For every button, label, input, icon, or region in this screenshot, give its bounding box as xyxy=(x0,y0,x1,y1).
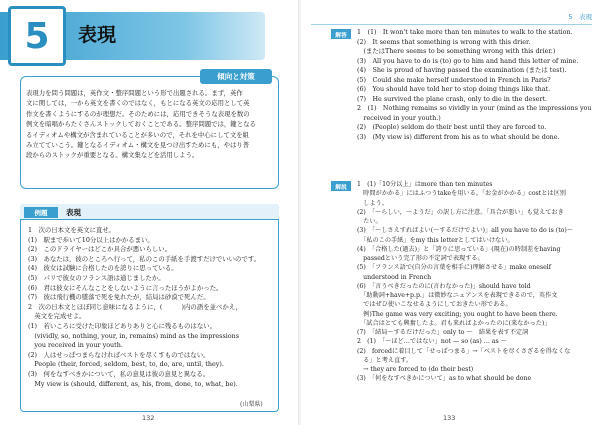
page-number-left: 132 xyxy=(142,414,155,422)
example-line: (2) 人はせっぱつまらなければベストを尽くすものではない。 xyxy=(28,350,210,359)
example-line: (1) 若いころに受けた印象ほどありありと心に残るものはない。 xyxy=(28,321,216,330)
trend-line: 段からのストックが重要となる。構文集などを活用しよう。 xyxy=(26,151,199,160)
answer-line: 2 (1) Nothing remains so vividly in your (mind as the impressions you xyxy=(357,104,592,112)
trend-line: 表現力を問う問題は，英作文・整序問題という形で出題される。まず，英作 xyxy=(26,89,243,97)
chapter-title: 表現 xyxy=(78,24,117,46)
trend-line: るイディオムや構文が含まれていることが多いので，それを中心にして文を組 xyxy=(26,130,250,139)
explanation-line: (4) 「合格した(過去)」と「誇りに思っている」(現在)の時制差をhaving xyxy=(357,245,561,253)
explanation-line: (2) 「〜らしい，〜ようだ」の訳し方に注意。「具合が悪い」も覚えておき xyxy=(357,208,564,216)
explanation-line: しよう。 xyxy=(357,199,388,207)
example-line: (6) 君は彼女にそんなことをしないように言ったほうがよかった。 xyxy=(28,283,223,292)
answer-line: (4) She is proud of having passed the examination (または test). xyxy=(357,66,567,74)
left-page xyxy=(0,0,299,425)
explanation-line: 例)The game was very exciting; you ought to have been there. xyxy=(357,310,558,318)
explanation-line: る」と考え直す。 xyxy=(357,356,413,364)
explanation-line: (5) 「フランス語で(自分の言葉を相手に)理解させる」make oneself xyxy=(357,264,552,272)
answer-lines xyxy=(357,28,597,142)
answer-line: (3) (My view is) different from his as to what should be done. xyxy=(357,132,560,141)
trend-line: 文に関しては，一から英文を書くのではなく，もとになる英文の応用として英 xyxy=(26,99,250,108)
explanation-line: (6) 「言うべきだったのに(言わなかった)」should have told xyxy=(357,282,531,290)
running-head-rule xyxy=(311,24,592,25)
page-number-right: 133 xyxy=(443,414,456,422)
explanation-line: (3) 「何をなすべきかについて」as to what should be done xyxy=(357,375,532,383)
trend-line: 例文を暗唱からたくさんストックしておくことである。整序問題では，鍵となる xyxy=(26,120,256,129)
answer-line: (またはThere seems to be something wrong with this drier.) xyxy=(357,47,556,55)
explanation-line: passedという完了形の不定詞で表現する。 xyxy=(357,255,484,262)
example-line: 英文を完成せよ。 xyxy=(28,312,86,321)
explanation-line: 1 (1)「10分以上」はmore than ten minutes xyxy=(357,181,493,188)
explanation-line: たい。 xyxy=(357,218,382,225)
explanation-line: (2) forcedに着目して「せっぱつまる」→「ベストを尽くさざるを得なくな xyxy=(357,347,571,355)
example-source: (山梨県) xyxy=(240,401,263,408)
example-header xyxy=(20,204,279,220)
example-line: 2 次の日本文とほぼ同じ意味になるように，( )内の語を並べかえ， xyxy=(28,302,242,311)
answer-line: (6) You should have told her to stop doing things like that. xyxy=(357,85,551,93)
example-line: 1 次の日本文を英文に直せ。 xyxy=(28,226,115,234)
example-line: (5) パリで彼女のフランス語は通じましたか。 xyxy=(28,273,165,282)
trend-line: 作文を書くようにするのが理想だ。そのためには，応用できそうな表現を数の xyxy=(26,109,250,118)
example-line: (3) あなたは，彼のところへ行って，私のこの手紙を手渡すだけでいいのです。 xyxy=(28,254,261,263)
example-line: (1) 駅まで歩いて10分以上はかかるまい。 xyxy=(28,235,154,244)
trend-line: み立てていこう。鍵となるイディオム・構文を見つけ出すためにも，やはり普 xyxy=(26,141,250,150)
answer-line: (5) Could she make herself understood in French in Paris? xyxy=(357,75,551,84)
example-label: 例題 xyxy=(24,207,58,218)
example-line: People (their, forced, seldom, best, to, do, are, until, they). xyxy=(28,360,224,369)
explanation-line: 「私のこの手紙」をmy this letterとしてはいけない。 xyxy=(357,236,514,244)
example-line: (vividly, so, nothing, your, in, remains) mind as the impressions xyxy=(28,331,240,340)
explanation-line: (3) 「〜しさえすればよい(〜するだけでよい)」all you have to do is (to)〜 xyxy=(357,227,574,235)
trend-tab: 傾向と対策 xyxy=(200,69,272,84)
answer-line: 1 (1) It won't take more than ten minutes to walk to the station. xyxy=(357,28,573,36)
answer-line: (2) (People) seldom do their best until they are forced to. xyxy=(357,123,547,131)
answer-line: (2) It seems that something is wrong with this drier. xyxy=(357,37,531,46)
trend-text xyxy=(26,88,274,161)
example-line: (2) このドライヤーはどこか具合が悪いらしい。 xyxy=(28,245,172,254)
example-line: (4) 彼女は試験に合格したのを誇りに思っている。 xyxy=(28,264,178,273)
explanation-line: understood in French xyxy=(357,273,432,281)
explanation-line: 時間がかかる」にはふつうtakeを用いる。「お金がかかる」costとは区別 xyxy=(357,190,566,198)
example-line: My view is (should, different, as, his, from, done, to, what, be). xyxy=(28,379,238,388)
explanation-line: → they are forced to (do their best) xyxy=(357,366,474,373)
explanation-line: 2 (1) 「〜ほど…ではない」not — so (as) … as 〜 xyxy=(357,338,507,346)
example-line: (7) 彼は飛行機の墜落で死を免れたが，結局は砂漠で死んだ。 xyxy=(28,293,210,302)
explanation-label: 解説 xyxy=(331,181,351,191)
answer-line: received in your youth.) xyxy=(357,113,441,122)
right-page xyxy=(301,0,600,425)
explanation-line: 「試合はとても興奮したよ。君も来ればよかったのに(来なかった)」 xyxy=(357,319,551,327)
chapter-number: 5 xyxy=(8,6,66,66)
explanation-line: 「助動詞+have+p.p.」は微妙なニュアンスを表現できるので，英作文 xyxy=(357,292,558,299)
answer-line: (7) He survived the plane crash, only to die in the desert. xyxy=(357,94,548,103)
example-lines xyxy=(28,226,276,389)
example-line: you received in your youth. xyxy=(28,341,123,350)
example-line: (3) 何をなすべきかについて，私の意見は彼の意見と異なる。 xyxy=(28,369,210,378)
explanation-line: (7) 「結局〜するだけだった」only to 〜 結果を表す不定詞 xyxy=(357,329,529,336)
explanation-lines xyxy=(357,180,597,384)
explanation-line: ではぜひ使いこなせるようにしておきたい形である。 xyxy=(357,301,512,309)
example-title: 表現 xyxy=(66,208,81,217)
answer-line: (3) All you have to do is (to) go to him and hand this letter of mine. xyxy=(357,56,579,65)
answer-label: 解答 xyxy=(331,29,351,39)
running-head: 5 表現 xyxy=(568,13,592,21)
